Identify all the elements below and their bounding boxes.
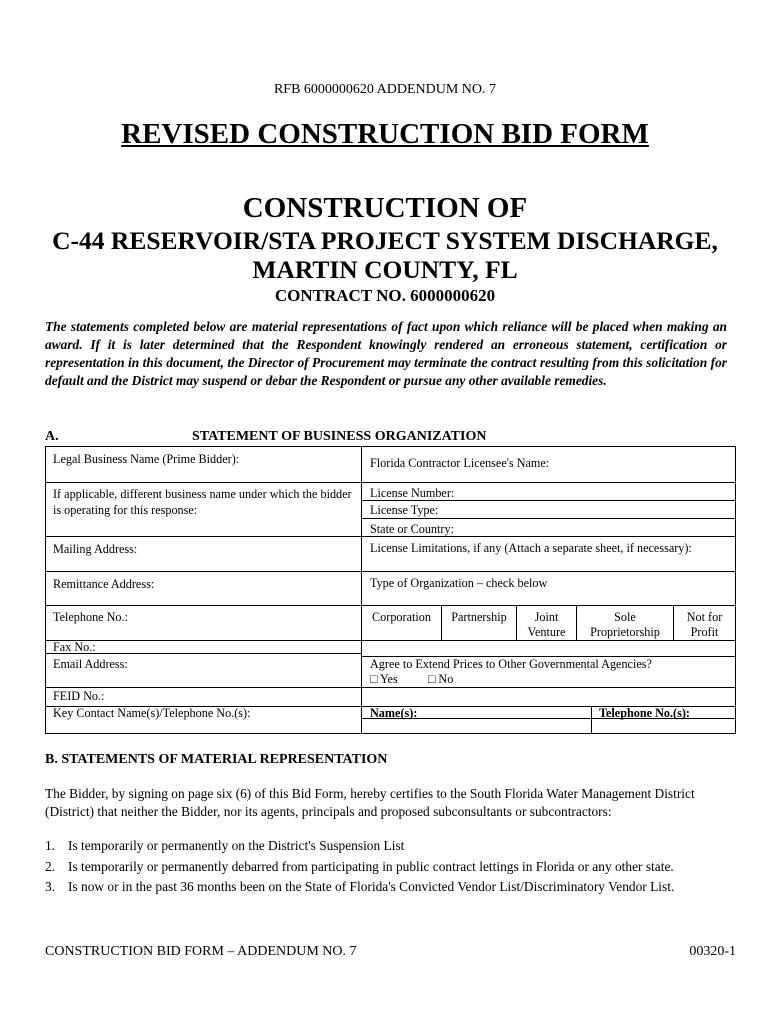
- org-profit-label: Profit: [690, 625, 719, 639]
- state-country-label: State or Country:: [370, 522, 454, 536]
- footer-page-number: 00320-1: [689, 944, 736, 959]
- organization-type-label: Type of Organization – check below: [370, 576, 548, 590]
- legal-business-name-label: Legal Business Name (Prime Bidder):: [53, 452, 240, 466]
- org-corporation-option[interactable]: Corporation: [372, 610, 431, 624]
- remittance-address-label: Remittance Address:: [53, 577, 155, 591]
- contact-phones-header: Telephone No.(s):: [599, 706, 690, 720]
- org-venture-label: Venture: [527, 625, 566, 639]
- org-sole-proprietorship-option[interactable]: [577, 610, 673, 640]
- org-sole-label: Sole: [614, 610, 636, 624]
- licensee-name-label: Florida Contractor Licensee's Name:: [370, 456, 550, 470]
- extend-prices-label: Agree to Extend Prices to Other Governmental Agencies?: [370, 657, 652, 671]
- footer-form-name: CONSTRUCTION BID FORM – ADDENDUM NO. 7: [45, 944, 357, 959]
- org-joint-venture-option[interactable]: [517, 610, 576, 640]
- section-a-title: STATEMENT OF BUSINESS ORGANIZATION: [192, 429, 487, 444]
- list-item: [45, 879, 674, 895]
- addendum-line: RFB 6000000620 ADDENDUM NO. 7: [273, 82, 497, 97]
- contact-names-header: Name(s):: [370, 706, 418, 720]
- construction-of-heading: CONSTRUCTION OF: [242, 192, 528, 224]
- email-label: Email Address:: [53, 657, 128, 671]
- feid-label: FEID No.:: [53, 689, 105, 703]
- list-item-text: Is temporarily or permanently on the District's Suspension List: [68, 838, 405, 853]
- contract-number: CONTRACT NO. 6000000620: [274, 286, 496, 305]
- project-name-line2: MARTIN COUNTY, FL: [252, 255, 518, 284]
- org-proprietorship-label: Proprietorship: [590, 625, 660, 639]
- page-title: REVISED CONSTRUCTION BID FORM: [121, 118, 649, 150]
- extend-prices-yes-checkbox[interactable]: □ Yes: [370, 672, 398, 686]
- org-not-for-label: Not for: [686, 610, 723, 624]
- list-item-number: 2.: [45, 859, 56, 874]
- list-item-text: Is temporarily or permanently debarred from participating in public contract lettings in Florida or any other state.: [68, 859, 674, 874]
- list-item-number: 3.: [45, 879, 56, 894]
- license-limitations-label: License Limitations, if any (Attach a separate sheet, if necessary):: [370, 541, 692, 555]
- mailing-address-label: Mailing Address:: [53, 542, 138, 556]
- fax-label: Fax No.:: [53, 640, 96, 654]
- project-name-line1: C-44 RESERVOIR/STA PROJECT SYSTEM DISCHARGE,: [52, 226, 718, 255]
- license-number-label: License Number:: [370, 486, 455, 500]
- section-b-title: B. STATEMENTS OF MATERIAL REPRESENTATION: [45, 752, 388, 767]
- list-item: [45, 859, 674, 875]
- list-item-number: 1.: [45, 838, 56, 853]
- org-partnership-option[interactable]: Partnership: [451, 610, 507, 624]
- different-business-name-label-2: is operating for this response:: [53, 503, 198, 517]
- material-representation-statement: The statements completed below are material representations of fact upon which reliance will be placed when making an award. If it is later determined that the Respondent knowingly rendered an erroneous statement, certification or representation in this document, the Director of Procurement may terminate the contract resulting from this solicitation for default and the District may suspend or debar the Respondent or pursue any other available remedies.: [45, 319, 727, 388]
- org-not-for-profit-option[interactable]: [674, 610, 735, 640]
- key-contact-label: Key Contact Name(s)/Telephone No.(s):: [53, 706, 251, 720]
- business-organization-form: [45, 446, 736, 734]
- different-business-name-label: If applicable, different business name under which the bidder: [53, 487, 352, 501]
- extend-prices-no-checkbox[interactable]: □ No: [428, 672, 454, 686]
- section-a-letter: A.: [45, 429, 59, 444]
- section-b-paragraph: The Bidder, by signing on page six (6) of this Bid Form, hereby certifies to the South Florida Water Management District (District) that neither the Bidder, nor its agents, principals and proposed subconsultants or subcontractors:: [45, 786, 695, 819]
- list-item-text: Is now or in the past 36 months been on the State of Florida's Convicted Vendor List/Discriminatory Vendor List.: [68, 879, 675, 894]
- license-type-label: License Type:: [370, 503, 439, 517]
- org-joint-label: Joint: [534, 610, 559, 624]
- telephone-label: Telephone No.:: [53, 610, 128, 624]
- list-item: [45, 838, 404, 854]
